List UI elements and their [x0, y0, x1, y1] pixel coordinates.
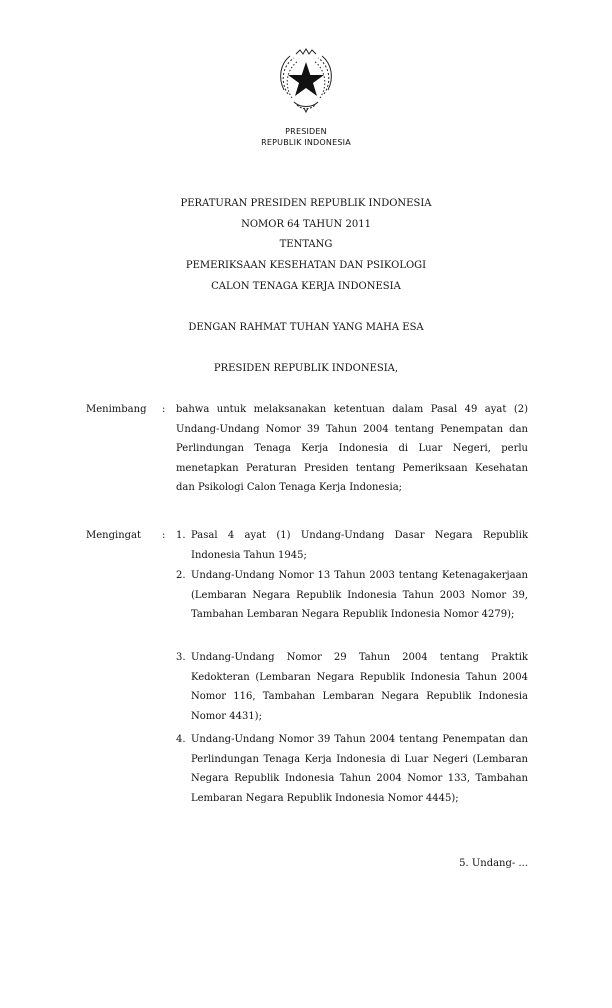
- mengingat-item-number: 4.: [176, 734, 186, 745]
- preamble-grace: DENGAN RAHMAT TUHAN YANG MAHA ESA: [188, 322, 424, 333]
- regulation-title: PERATURAN PRESIDEN REPUBLIK INDONESIA: [180, 198, 432, 209]
- mengingat-item: [176, 648, 528, 726]
- mengingat-item-text: Undang-Undang Nomor 29 Tahun 2004 tentang Praktik Kedokteran (Lembaran Negara Republik Indonesia Tahun 2004 Nomor 116, Tambahan Lembaran Negara Republik Indonesia Nomor 4431);: [191, 652, 528, 722]
- regulation-subject-line1: PEMERIKSAAN KESEHATAN DAN PSIKOLOGI: [185, 260, 427, 271]
- menimbang-label: Menimbang: [86, 404, 147, 415]
- regulation-number: NOMOR 64 TAHUN 2011: [241, 219, 371, 230]
- mengingat-label: Mengingat: [86, 530, 142, 541]
- page-continuation: 5. Undang- ...: [459, 858, 528, 869]
- mengingat-colon: :: [162, 530, 166, 541]
- mengingat-item-number: 2.: [176, 570, 186, 581]
- office-name-line1: PRESIDEN: [285, 127, 327, 136]
- regulation-about-label: TENTANG: [279, 239, 333, 250]
- mengingat-item-text: Undang-Undang Nomor 13 Tahun 2003 tentang Ketenagakerjaan (Lembaran Negara Republik Indonesia Tahun 2003 Nomor 39, Tambahan Lembaran Negara Republik Indonesia Nomor 4279);: [191, 570, 528, 621]
- mengingat-item-number: 1.: [176, 530, 186, 541]
- preamble-president: PRESIDEN REPUBLIK INDONESIA,: [213, 363, 399, 374]
- office-name-line2: REPUBLIK INDONESIA: [261, 138, 351, 147]
- mengingat-item: [176, 526, 528, 565]
- mengingat-item: [176, 730, 528, 808]
- mengingat-item-number: 3.: [176, 652, 186, 663]
- garuda-emblem-icon: [270, 44, 342, 116]
- menimbang-colon: :: [162, 404, 166, 415]
- mengingat-item-text: Undang-Undang Nomor 39 Tahun 2004 tentang Penempatan dan Perlindungan Tenaga Kerja Indonesia di Luar Negeri (Lembaran Negara Republik Indonesia Tahun 2004 Nomor 133, Tambahan Lembaran Negara Republik Indonesia Nomor 4445);: [191, 734, 528, 804]
- mengingat-item: [176, 566, 528, 625]
- regulation-subject-line2: CALON TENAGA KERJA INDONESIA: [211, 281, 401, 292]
- menimbang-text: bahwa untuk melaksanakan ketentuan dalam Pasal 49 ayat (2) Undang-Undang Nomor 39 Tahun 2004 tentang Penempatan dan Perlindungan Tenaga Kerja Indonesia di Luar Negeri, perlu menetapkan Peraturan Presiden tentang Pemeriksaan Kesehatan dan Psikologi Calon Tenaga Kerja Indonesia;: [176, 404, 528, 494]
- mengingat-item-text: Pasal 4 ayat (1) Undang-Undang Dasar Negara Republik Indonesia Tahun 1945;: [191, 530, 528, 561]
